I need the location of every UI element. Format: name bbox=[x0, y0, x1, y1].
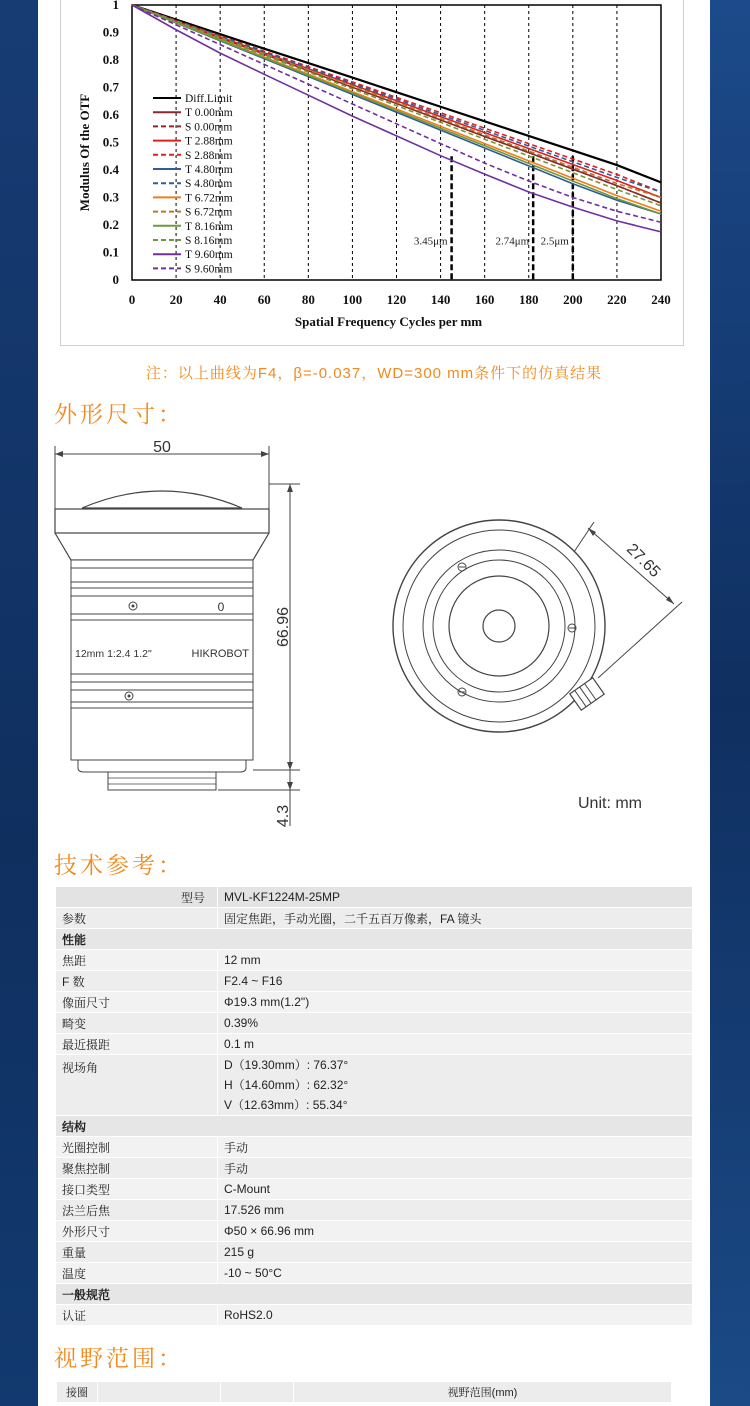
legend-label: S 8.16mm bbox=[185, 235, 233, 247]
table-row: 外形尺寸 Φ50 × 66.96 mm bbox=[56, 1221, 692, 1242]
section-title-tech: 技术参考： bbox=[54, 853, 184, 879]
dim-flange-label: 4.3 bbox=[275, 804, 292, 828]
legend-label: Diff.Limit bbox=[185, 93, 233, 105]
dim-width-label: 50 bbox=[153, 439, 171, 456]
lens-brand: HIKROBOT bbox=[191, 648, 249, 660]
section-row-structure: 结构 bbox=[56, 1116, 692, 1137]
table-row: 视场角 D（19.30mm）: 76.37° H（14.60mm）: 62.32° V（12.63mm）: 55.34° bbox=[56, 1055, 692, 1116]
table-row: 接圈 视野范围(mm) bbox=[57, 1382, 672, 1403]
table-row: 接口类型 C-Mount bbox=[56, 1179, 692, 1200]
chart-note: 注：以上曲线为F4，β=-0.037，WD=300 mm条件下的仿真结果 bbox=[145, 365, 603, 382]
front-view bbox=[393, 520, 605, 732]
table-row: 像面尺寸 Φ19.3 mm(1.2") bbox=[56, 992, 692, 1013]
x-tick-label: 20 bbox=[169, 292, 183, 307]
y-tick-label: 0.5 bbox=[102, 134, 119, 150]
y-tick-label: 0.2 bbox=[102, 217, 119, 232]
table-row: F 数 F2.4 ~ F16 bbox=[56, 971, 692, 992]
x-tick-label: 40 bbox=[213, 292, 227, 307]
x-tick-label: 120 bbox=[386, 292, 407, 307]
dimension-drawing bbox=[38, 432, 710, 832]
table-row: 最近摄距 0.1 m bbox=[56, 1034, 692, 1055]
table-row: 型号 MVL-KF1224M-25MP bbox=[56, 887, 692, 908]
table-row: 焦距 12 mm bbox=[56, 950, 692, 971]
table-row: 参数 固定焦距，手动光圈，二千五百万像素，FA 镜头 bbox=[56, 908, 692, 929]
y-tick-label: 0 bbox=[112, 272, 119, 287]
x-tick-label: 60 bbox=[257, 292, 271, 307]
pixel-marker-label: 2.74μm bbox=[495, 235, 530, 248]
section-row-general: 一般规范 bbox=[56, 1284, 692, 1305]
x-tick-label: 180 bbox=[519, 292, 539, 307]
fov-table bbox=[56, 1381, 672, 1403]
legend-label: T 2.88mm bbox=[185, 135, 233, 148]
table-row: 温度 -10 ~ 50°C bbox=[56, 1263, 692, 1284]
legend-label: T 0.00mm bbox=[185, 107, 233, 120]
front-dome bbox=[82, 491, 242, 508]
table-row: 光圈控制 手动 bbox=[56, 1137, 692, 1158]
y-tick-label: 0.7 bbox=[102, 79, 119, 95]
background-right bbox=[710, 0, 750, 1406]
y-tick-label: 0.6 bbox=[102, 107, 119, 122]
locking-screw bbox=[570, 678, 604, 710]
x-axis-label: Spatial Frequency Cycles per mm bbox=[294, 314, 483, 329]
pixel-marker-label: 2.5μm bbox=[540, 235, 569, 248]
section-title-dimensions: 外形尺寸： bbox=[54, 402, 184, 428]
legend-label: S 6.72mm bbox=[185, 206, 233, 219]
x-tick-label: 100 bbox=[342, 292, 363, 307]
x-tick-label: 220 bbox=[607, 292, 627, 307]
legend-label: T 6.72mm bbox=[185, 192, 233, 205]
lens-spec-text: 12mm 1:2.4 1.2" bbox=[75, 648, 152, 660]
table-row: 重量 215 g bbox=[56, 1242, 692, 1263]
x-tick-label: 160 bbox=[474, 292, 495, 307]
legend-label: S 4.80mm bbox=[185, 178, 233, 191]
table-row: 法兰后焦 17.526 mm bbox=[56, 1200, 692, 1221]
table-row: 聚焦控制 手动 bbox=[56, 1158, 692, 1179]
pixel-marker-label: 3.45μm bbox=[413, 235, 448, 248]
x-tick-label: 140 bbox=[430, 292, 451, 307]
front-ring bbox=[55, 509, 269, 533]
section-title-fov: 视野范围： bbox=[54, 1346, 184, 1372]
unit-label: Unit: mm bbox=[578, 795, 642, 812]
x-tick-label: 80 bbox=[301, 292, 315, 307]
legend-label: T 9.60mm bbox=[185, 249, 233, 262]
y-tick-label: 1 bbox=[112, 0, 119, 12]
y-tick-label: 0.1 bbox=[102, 244, 119, 260]
legend-label: T 4.80mm bbox=[185, 164, 233, 176]
c-mount-thread bbox=[108, 772, 216, 790]
table-row: 认证 RoHS2.0 bbox=[56, 1305, 692, 1326]
product-page bbox=[38, 0, 710, 1406]
mtf-chart-svg bbox=[61, 0, 683, 345]
y-tick-label: 0.4 bbox=[102, 162, 119, 177]
y-axis-label: Modulus Of the OTF bbox=[77, 93, 92, 212]
lens-mark: 0 bbox=[217, 600, 225, 614]
model-value: MVL-KF1224M-25MP bbox=[218, 887, 693, 908]
y-tick-label: 0.9 bbox=[102, 24, 119, 40]
dim-height-label: 66.96 bbox=[275, 606, 292, 648]
dim-diag-label: 27.65 bbox=[623, 540, 664, 581]
y-tick-label: 0.8 bbox=[102, 52, 119, 67]
background-left bbox=[0, 0, 38, 1406]
legend-label: S 2.88mm bbox=[185, 149, 233, 162]
spec-table bbox=[56, 887, 692, 1326]
y-tick-label: 0.3 bbox=[102, 189, 119, 205]
legend-label: S 0.00mm bbox=[185, 121, 233, 134]
legend-label: S 9.60mm bbox=[185, 263, 233, 276]
section-row-performance: 性能 bbox=[56, 929, 692, 950]
legend-label: T 8.16mm bbox=[185, 220, 233, 233]
x-tick-label: 240 bbox=[651, 292, 671, 307]
mtf-chart bbox=[60, 0, 684, 346]
x-tick-label: 0 bbox=[128, 292, 136, 307]
x-tick-label: 200 bbox=[563, 292, 583, 307]
table-row: 畸变 0.39% bbox=[56, 1013, 692, 1034]
